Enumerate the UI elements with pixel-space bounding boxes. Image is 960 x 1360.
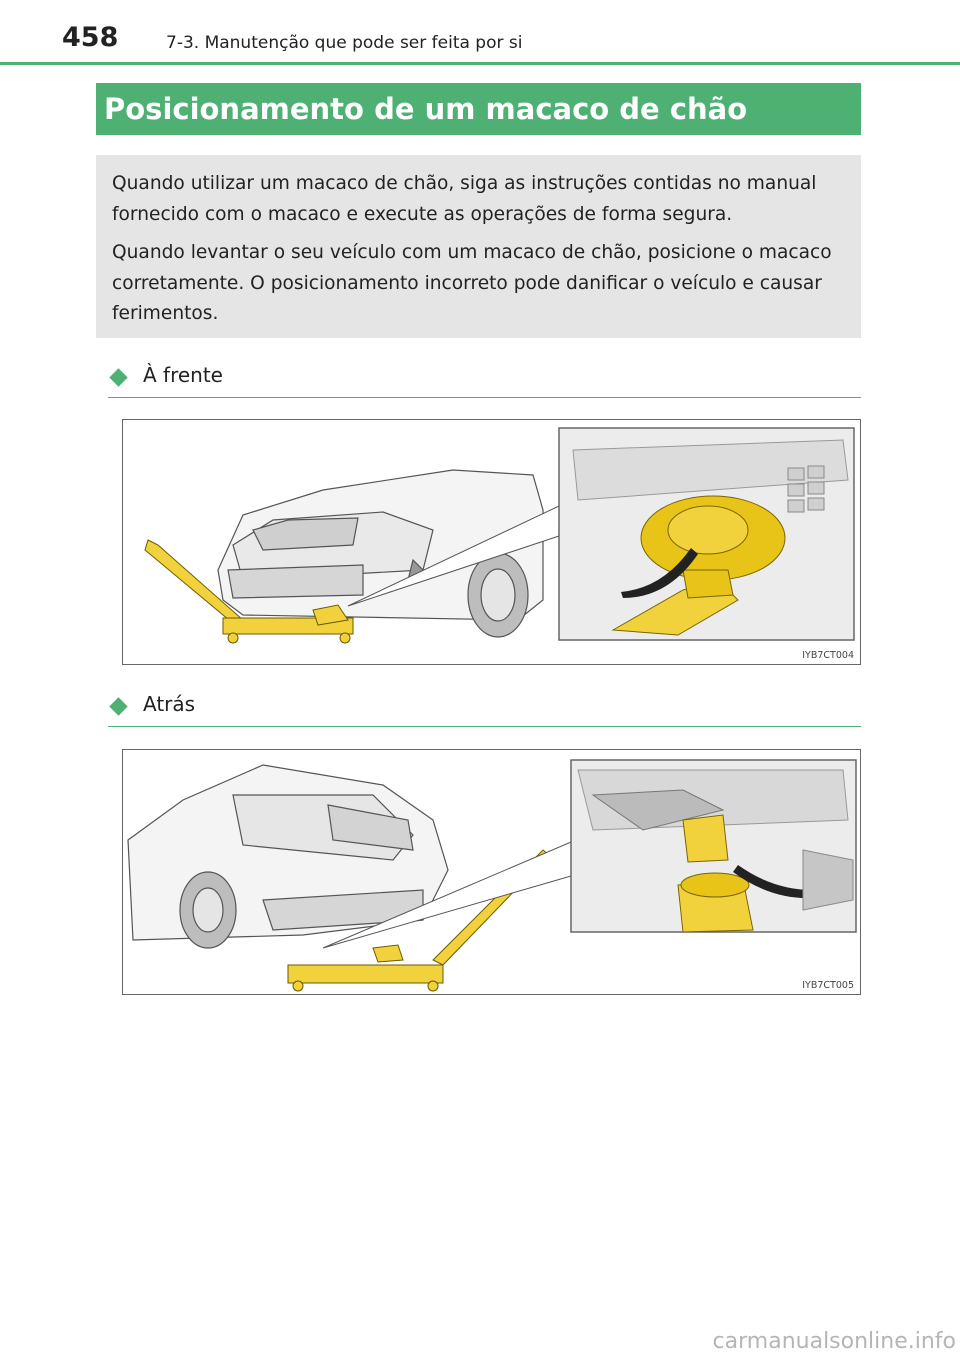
rear-heading: Atrás — [143, 692, 196, 716]
front-jack-illustration — [123, 420, 860, 664]
front-subheading — [108, 365, 861, 398]
intro-paragraph-1: Quando utilizar um macaco de chão, siga as instruções contidas no manual fornecido com o macaco e execute as operações de forma segura. — [112, 173, 817, 225]
watermark: carmanualsonline.info — [712, 1329, 956, 1354]
diamond-bullet-icon — [109, 697, 127, 715]
page-header — [0, 0, 960, 66]
rear-jack-illustration — [123, 750, 860, 994]
rear-subheading — [108, 694, 861, 727]
rear-jack-figure — [122, 749, 861, 995]
intro-box — [96, 155, 861, 338]
intro-paragraph-2: Quando levantar o seu veículo com um macaco de chão, posicione o macaco corretamente. O posicionamento incorreto pode danificar o veículo e causar ferimentos. — [112, 242, 832, 324]
page-number: 458 — [62, 22, 119, 53]
front-jack-figure — [122, 419, 861, 665]
rear-figure-code: IYB7CT005 — [802, 980, 854, 991]
header-divider — [0, 62, 960, 65]
section-title: Posicionamento de um macaco de chão — [96, 83, 861, 135]
front-figure-code: IYB7CT004 — [802, 650, 854, 661]
diamond-bullet-icon — [109, 368, 127, 386]
front-heading: À frente — [143, 363, 223, 387]
chapter-title: 7-3. Manutenção que pode ser feita por si — [166, 33, 523, 53]
